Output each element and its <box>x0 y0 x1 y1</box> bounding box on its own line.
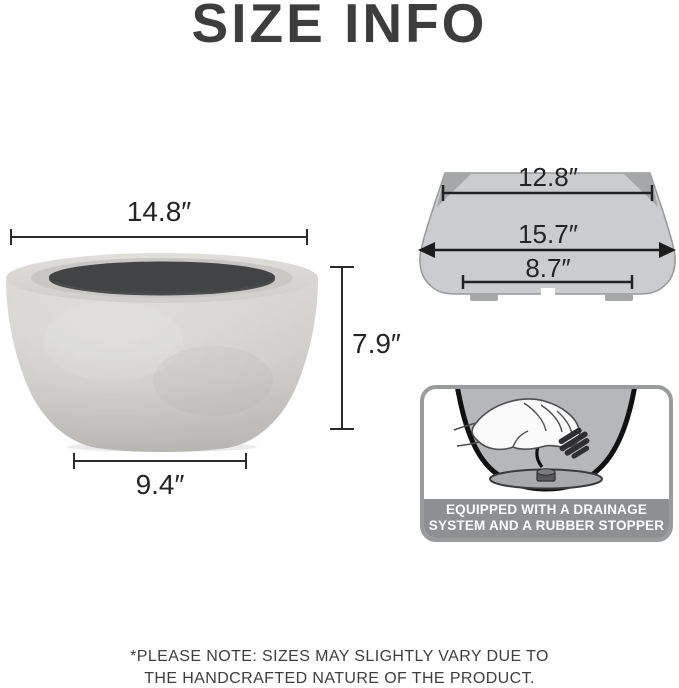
pot-photo <box>3 251 321 453</box>
front-bottom-width-dimension-line <box>73 453 247 469</box>
front-bottom-width-label: 9.4″ <box>135 469 185 500</box>
page-title: SIZE INFO <box>191 0 488 54</box>
foot-right <box>605 294 633 301</box>
front-height-label: 7.9″ <box>352 328 401 359</box>
cross-section-diagram <box>412 158 679 308</box>
outer-width-label: 15.7″ <box>518 219 578 249</box>
foot-left <box>470 294 498 301</box>
front-top-width-dimension-line <box>10 229 308 245</box>
footnote-line1: *PLEASE NOTE: SIZES MAY SLIGHTLY VARY DUE TO <box>130 648 549 665</box>
drainage-caption-line2: SYSTEM AND A RUBBER STOPPER <box>428 518 665 533</box>
drainage-illustration <box>424 389 669 499</box>
footnote <box>0 646 679 688</box>
inner-top-width-label: 12.8″ <box>518 162 578 192</box>
drainage-caption-line1: EQUIPPED WITH A DRAINAGE <box>445 502 648 517</box>
drainage-callout-box <box>420 385 673 542</box>
front-height-dimension-line <box>330 266 354 430</box>
drainage-notch <box>541 288 555 295</box>
inner-bottom-width-label: 8.7″ <box>525 253 571 283</box>
footnote-line2: THE HANDCRAFTED NATURE OF THE PRODUCT. <box>144 670 535 687</box>
front-top-width-label: 14.8″ <box>126 196 192 227</box>
